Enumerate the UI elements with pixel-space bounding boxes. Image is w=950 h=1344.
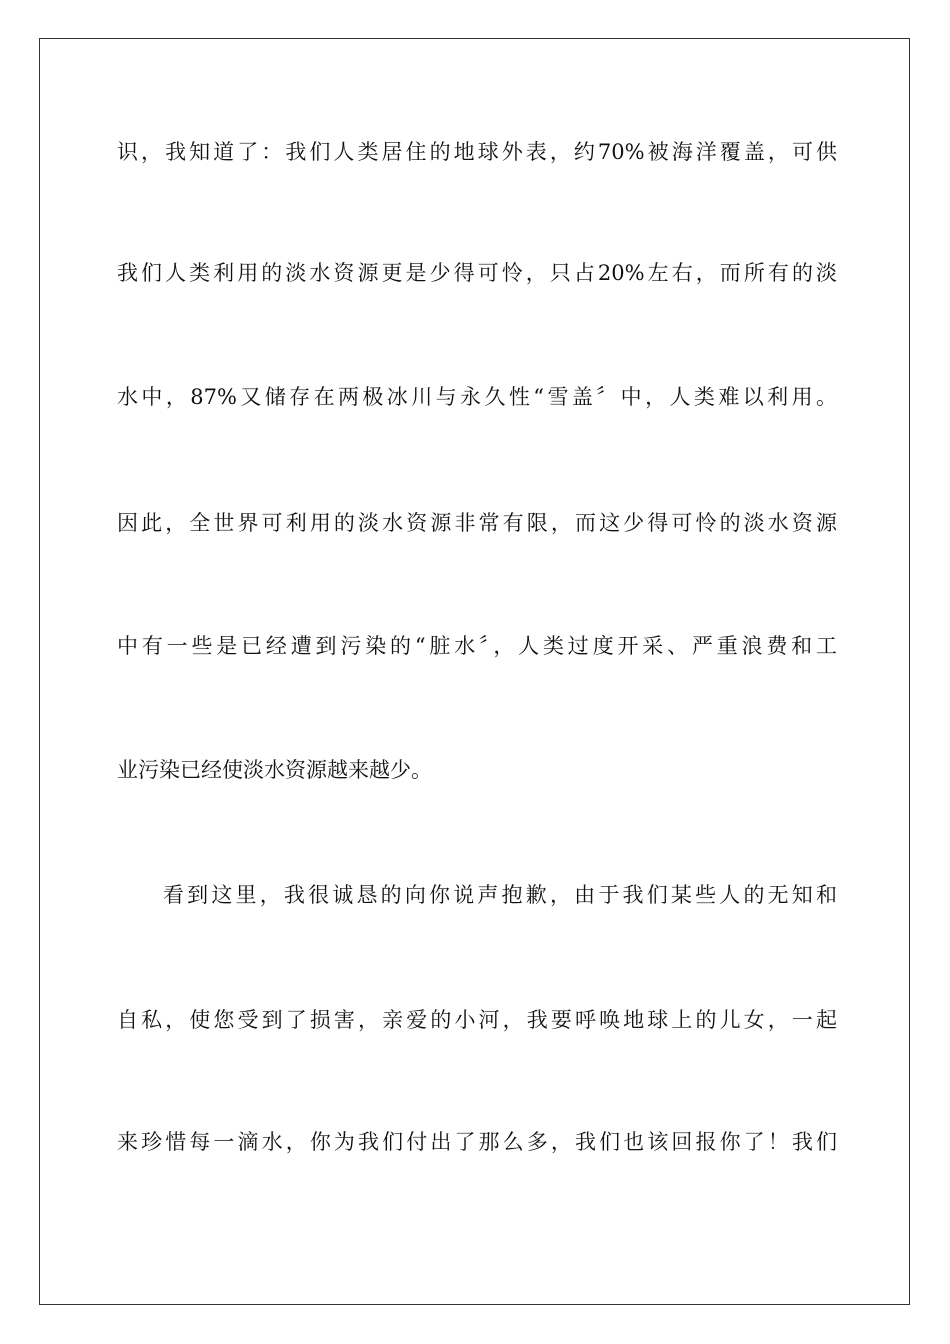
text-line: 业污染已经使淡水资源越来越少。	[117, 758, 432, 782]
page-border	[39, 38, 910, 1305]
text-line: 水中，87%又储存在两极冰川与永久性“雪盖〞中，人类难以利用。	[117, 385, 837, 409]
text-line: 识，我知道了：我们人类居住的地球外表，约70%被海洋覆盖，可供	[117, 140, 837, 164]
text-line: 因此，全世界可利用的淡水资源非常有限，而这少得可怜的淡水资源	[117, 511, 837, 535]
text-line: 我们人类利用的淡水资源更是少得可怜，只占20%左右，而所有的淡	[117, 261, 837, 285]
paragraph-first-line: 看到这里，我很诚恳的向你说声抱歉，由于我们某些人的无知和	[163, 883, 837, 907]
text-line: 来珍惜每一滴水，你为我们付出了那么多，我们也该回报你了！我们	[117, 1130, 837, 1154]
text-line: 自私，使您受到了损害，亲爱的小河，我要呼唤地球上的儿女，一起	[117, 1008, 837, 1032]
text-line: 中有一些是已经遭到污染的“脏水〞，人类过度开采、严重浪费和工	[117, 634, 837, 658]
